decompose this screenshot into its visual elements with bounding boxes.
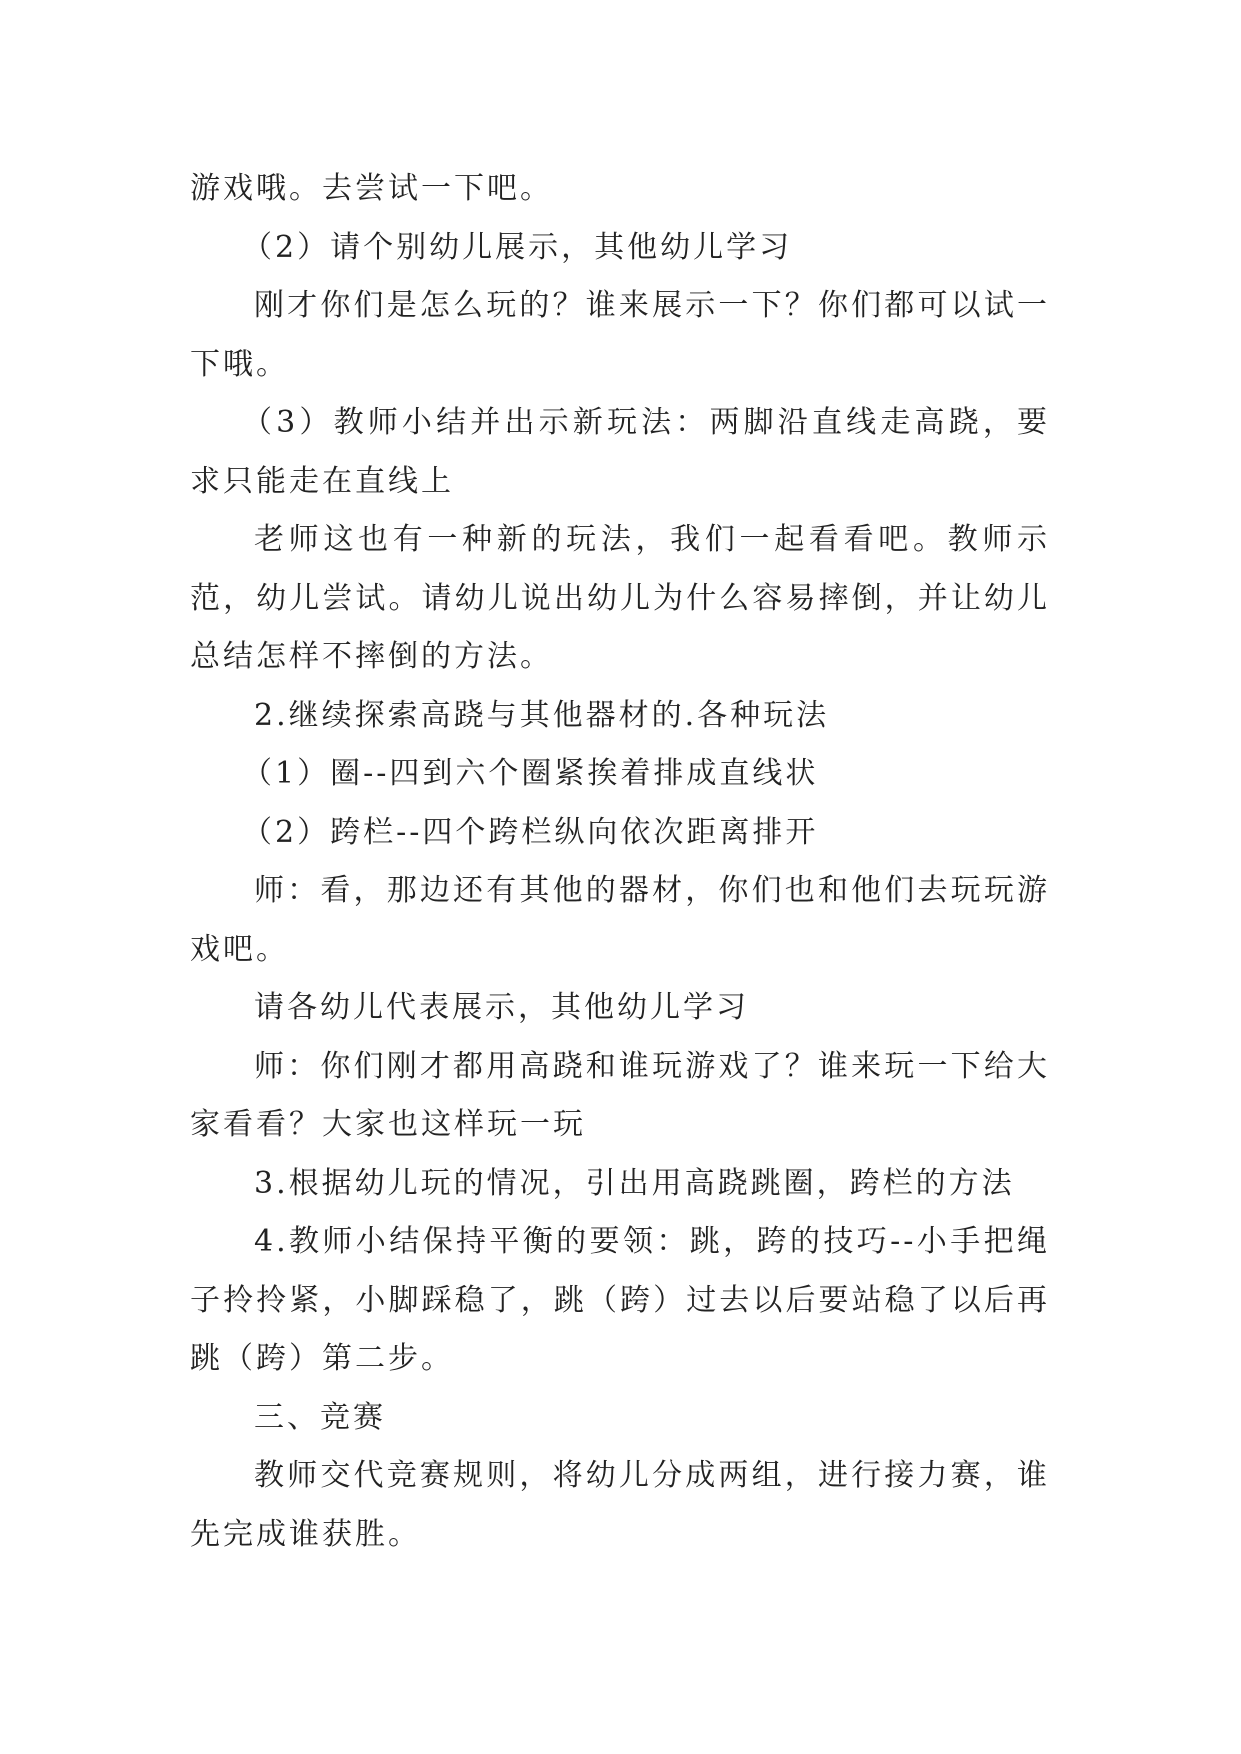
paragraph-step-2: （2）请个别幼儿展示，其他幼儿学习 xyxy=(242,229,793,265)
paragraph-representatives: 请各幼儿代表展示，其他幼儿学习 xyxy=(254,990,749,1025)
paragraph-section-3: 3.根据幼儿玩的情况，引出用高跷跳圈，跨栏的方法 xyxy=(254,1165,1015,1201)
paragraph-new-method: 老师这也有一种新的玩法，我们一起看看吧。教师示范，幼儿尝试。请幼儿说出幼儿为什么容易摔倒，并让幼儿总结怎样不摔倒的方法。 xyxy=(190,522,1050,674)
paragraph-teacher-question: 刚才你们是怎么玩的？谁来展示一下？你们都可以试一下哦。 xyxy=(190,288,1050,382)
paragraph-teacher-ask: 师：你们刚才都用高跷和谁玩游戏了？谁来玩一下给大家看看？大家也这样玩一玩 xyxy=(190,1048,1050,1142)
paragraph-hurdles: （2）跨栏--四个跨栏纵向依次距离排开 xyxy=(242,814,819,850)
paragraph-section-4: 4.教师小结保持平衡的要领：跳，跨的技巧--小手把绳子拎拎紧，小脚踩稳了，跳（跨）过去以后要站稳了以后再跳（跨）第二步。 xyxy=(190,1224,1050,1376)
paragraph-competition-rules: 教师交代竞赛规则，将幼儿分成两组，进行接力赛，谁先完成谁获胜。 xyxy=(190,1458,1050,1552)
paragraph-step-3: （3）教师小结并出示新玩法：两脚沿直线走高跷，要求只能走在直线上 xyxy=(190,405,1050,499)
document-body xyxy=(190,160,1050,1564)
paragraph-section-2: 2.继续探索高跷与其他器材的.各种玩法 xyxy=(254,697,830,733)
heading-competition: 三、竞赛 xyxy=(254,1399,386,1435)
paragraph-continuation: 游戏哦。去尝试一下吧。 xyxy=(190,171,553,206)
paragraph-other-equipment: 师：看，那边还有其他的器材，你们也和他们去玩玩游戏吧。 xyxy=(190,873,1050,967)
paragraph-rings: （1）圈--四到六个圈紧挨着排成直线状 xyxy=(242,756,819,791)
